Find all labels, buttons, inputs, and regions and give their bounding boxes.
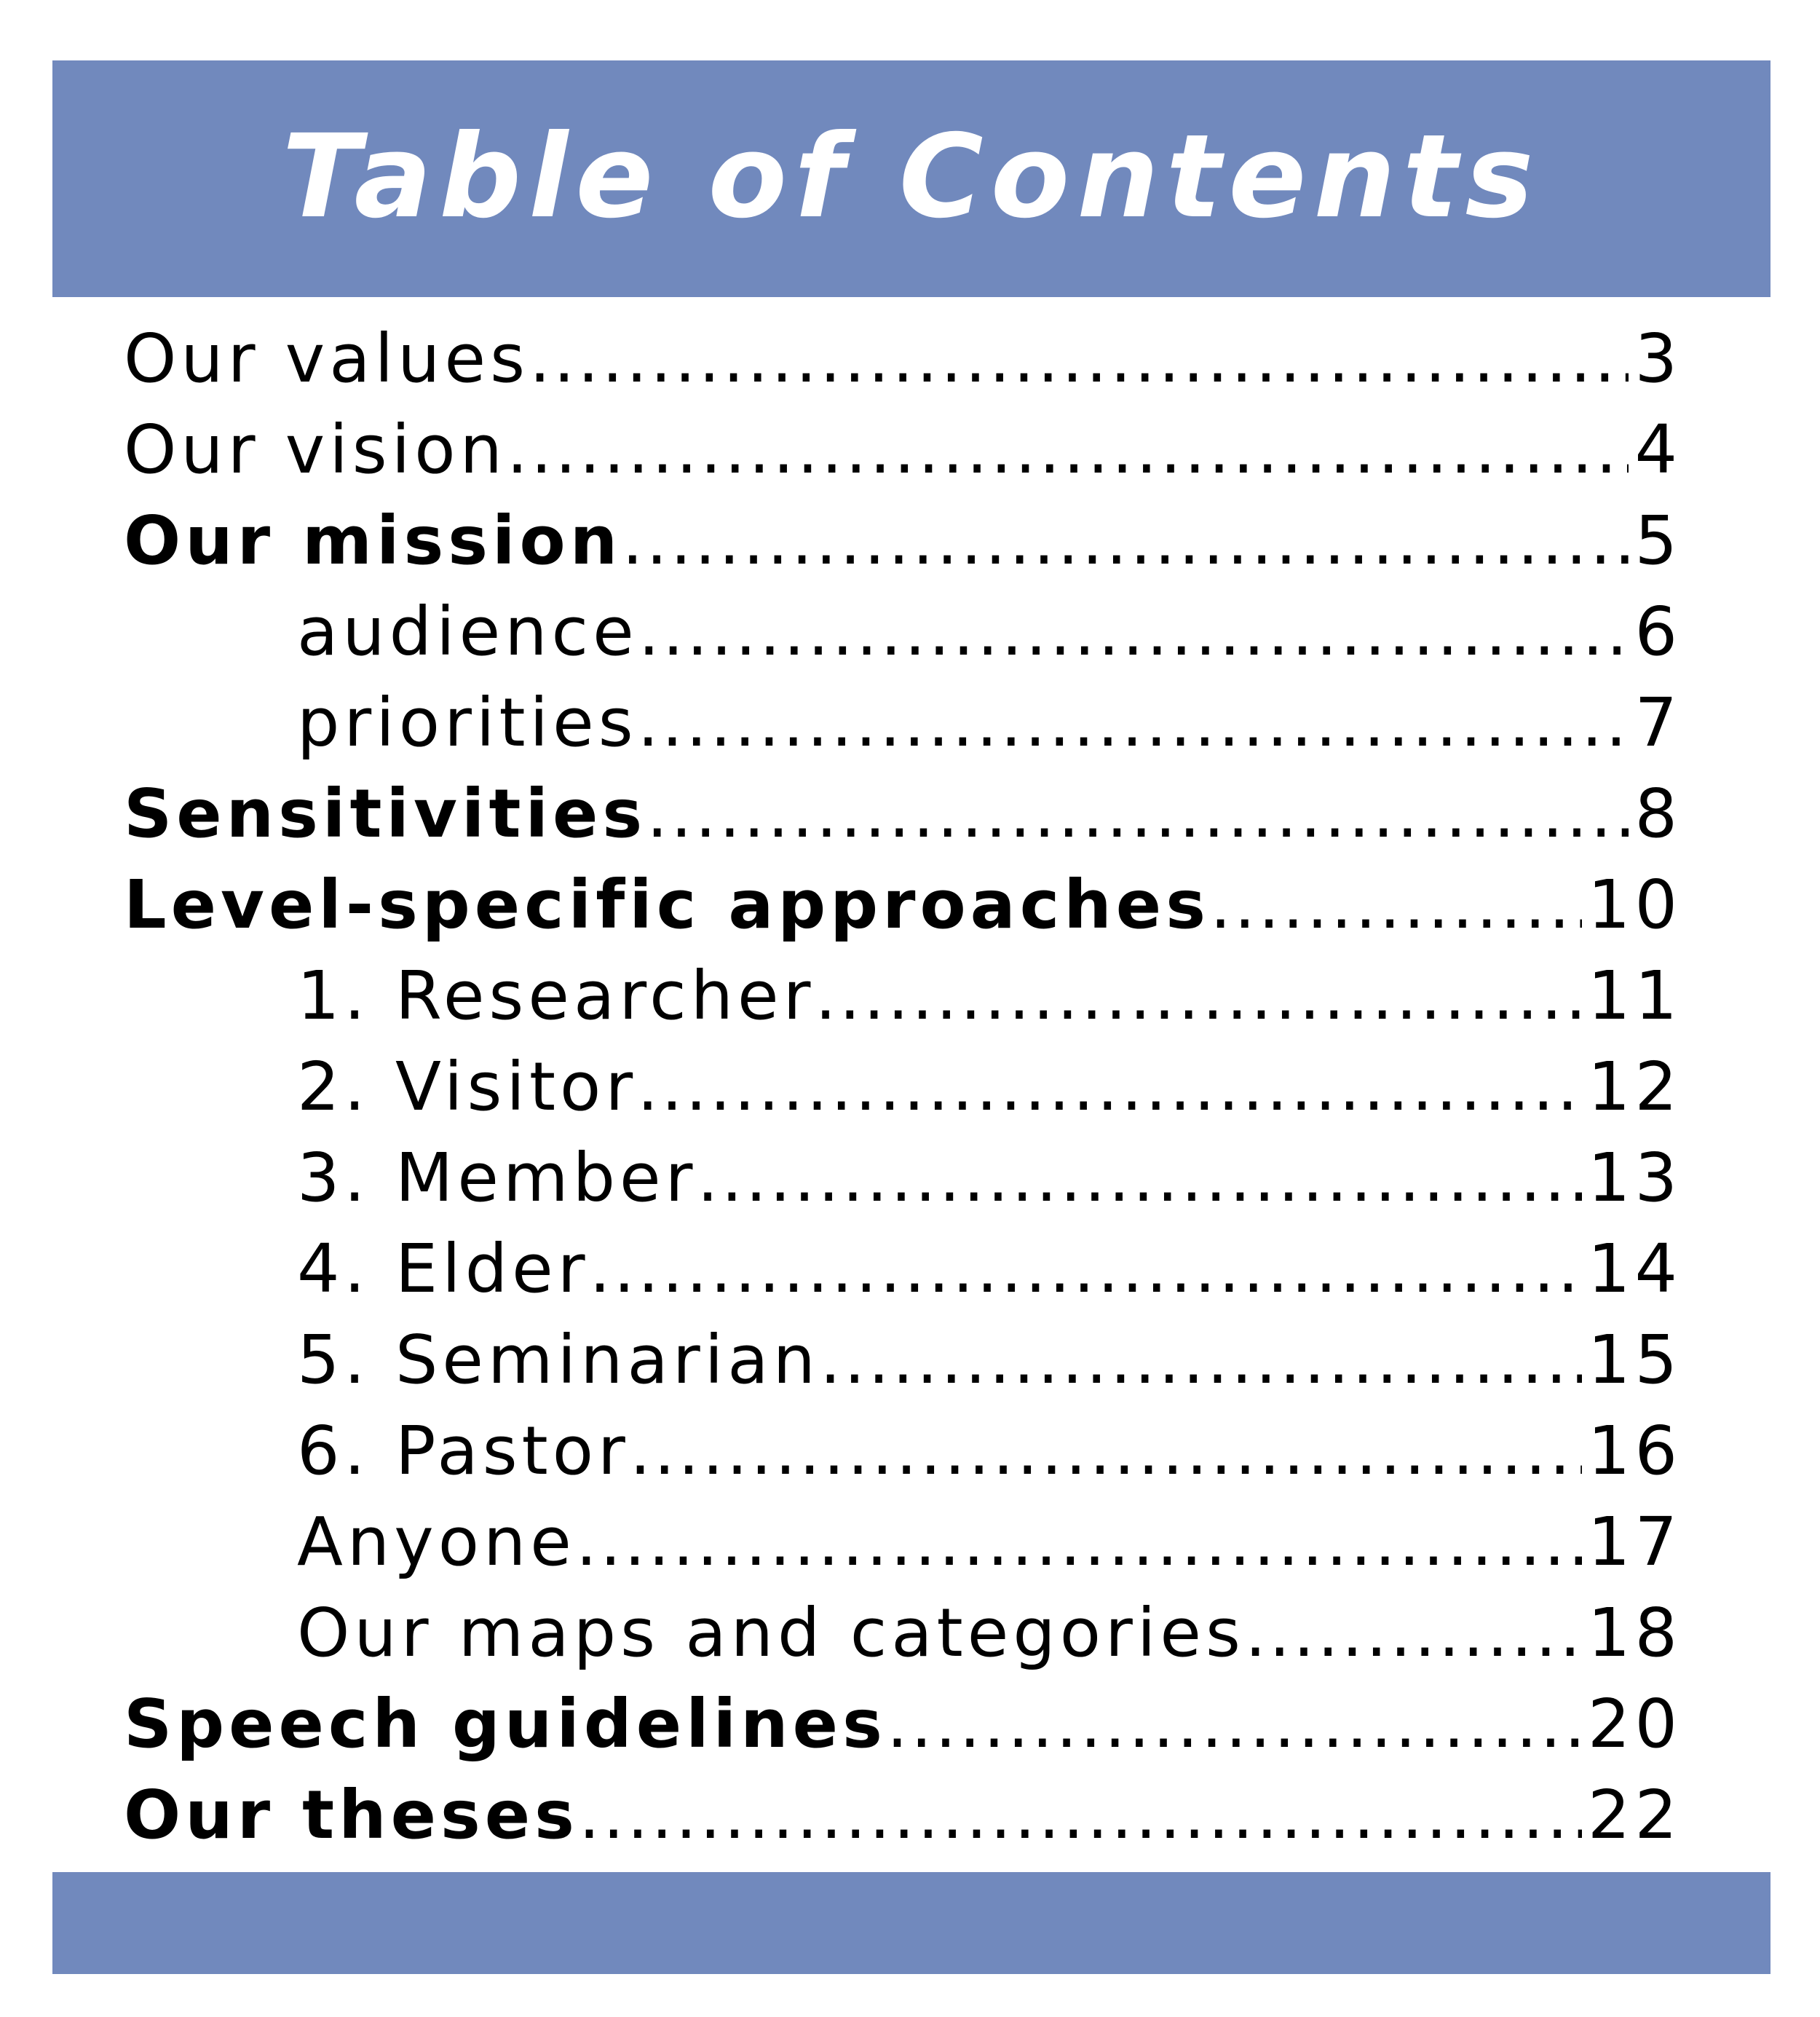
- toc-subentry[interactable]: [124, 1405, 1682, 1496]
- toc-dot-leader: [638, 677, 1629, 768]
- toc-page-number: 5: [1634, 502, 1682, 580]
- toc-page-number: 8: [1634, 775, 1682, 853]
- toc-dot-leader: [507, 404, 1629, 495]
- toc-dot-leader: [637, 1041, 1582, 1132]
- toc-entry-label: Our vision: [124, 411, 507, 489]
- toc-entry[interactable]: [124, 495, 1682, 586]
- toc-entry-label: Sensitivities: [124, 775, 647, 853]
- toc-dot-leader: [820, 1314, 1582, 1405]
- toc-dot-leader: [646, 768, 1629, 859]
- toc-entry-label: Our theses: [124, 1776, 579, 1854]
- toc-entry[interactable]: [124, 313, 1682, 404]
- toc-page-number: 15: [1587, 1321, 1682, 1399]
- toc-entry-label: 5. Seminarian: [297, 1321, 820, 1399]
- footer-band: [52, 1872, 1770, 1974]
- page-title: Table of Contents: [282, 110, 1541, 244]
- toc-dot-leader: [638, 586, 1629, 677]
- toc-page-number: 6: [1634, 593, 1682, 671]
- toc-page-number: 12: [1587, 1048, 1682, 1126]
- toc-subentry[interactable]: [124, 1314, 1682, 1405]
- toc-page-number: 13: [1587, 1139, 1682, 1217]
- toc-dot-leader: [697, 1132, 1581, 1223]
- toc-entry-label: Level-specific approaches: [124, 866, 1210, 944]
- toc-entry-label: Our values: [124, 320, 530, 398]
- toc-entry-label: Our mission: [124, 502, 622, 580]
- toc-dot-leader: [1210, 859, 1582, 950]
- toc-entry-label: priorities: [297, 684, 638, 762]
- toc-entry-label: Anyone: [297, 1503, 576, 1581]
- toc-page-number: 10: [1587, 866, 1682, 944]
- table-of-contents: [124, 313, 1682, 1860]
- toc-subentry[interactable]: [124, 1496, 1682, 1587]
- toc-entry-label: Our maps and categories: [297, 1594, 1245, 1672]
- toc-dot-leader: [579, 1769, 1582, 1860]
- toc-entry-label: 3. Member: [297, 1139, 697, 1217]
- toc-subentry[interactable]: [124, 1223, 1682, 1314]
- toc-dot-leader: [590, 1223, 1582, 1314]
- toc-dot-leader: [529, 313, 1629, 404]
- toc-entry-label: Speech guidelines: [124, 1685, 887, 1763]
- toc-entry[interactable]: [124, 1678, 1682, 1769]
- toc-entry-label: 6. Pastor: [297, 1412, 630, 1490]
- toc-page-number: 7: [1634, 684, 1682, 762]
- toc-page-number: 20: [1587, 1685, 1682, 1763]
- toc-page-number: 16: [1587, 1412, 1682, 1490]
- toc-dot-leader: [576, 1496, 1582, 1587]
- toc-subentry[interactable]: [124, 1132, 1682, 1223]
- toc-subentry[interactable]: [124, 1587, 1682, 1678]
- toc-dot-leader: [1245, 1587, 1582, 1678]
- toc-subentry[interactable]: [124, 1041, 1682, 1132]
- toc-page-number: 22: [1587, 1776, 1682, 1854]
- toc-entry[interactable]: [124, 404, 1682, 495]
- toc-dot-leader: [630, 1405, 1582, 1496]
- toc-page-number: 17: [1587, 1503, 1682, 1581]
- toc-entry[interactable]: [124, 768, 1682, 859]
- toc-subentry[interactable]: [124, 586, 1682, 677]
- toc-subentry[interactable]: [124, 677, 1682, 768]
- toc-page-number: 18: [1587, 1594, 1682, 1672]
- header-band: [52, 60, 1770, 297]
- toc-page-number: 3: [1634, 320, 1682, 398]
- toc-dot-leader: [622, 495, 1629, 586]
- toc-page-number: 14: [1587, 1230, 1682, 1308]
- toc-dot-leader: [887, 1678, 1582, 1769]
- toc-entry-label: audience: [297, 593, 638, 671]
- toc-subentry[interactable]: [124, 950, 1682, 1041]
- toc-entry-label: 1. Researcher: [297, 957, 815, 1035]
- toc-entry[interactable]: [124, 1769, 1682, 1860]
- toc-entry[interactable]: [124, 859, 1682, 950]
- toc-page-number: 4: [1634, 411, 1682, 489]
- toc-dot-leader: [815, 950, 1581, 1041]
- toc-entry-label: 2. Visitor: [297, 1048, 638, 1126]
- toc-page-number: 11: [1587, 957, 1682, 1035]
- toc-entry-label: 4. Elder: [297, 1230, 590, 1308]
